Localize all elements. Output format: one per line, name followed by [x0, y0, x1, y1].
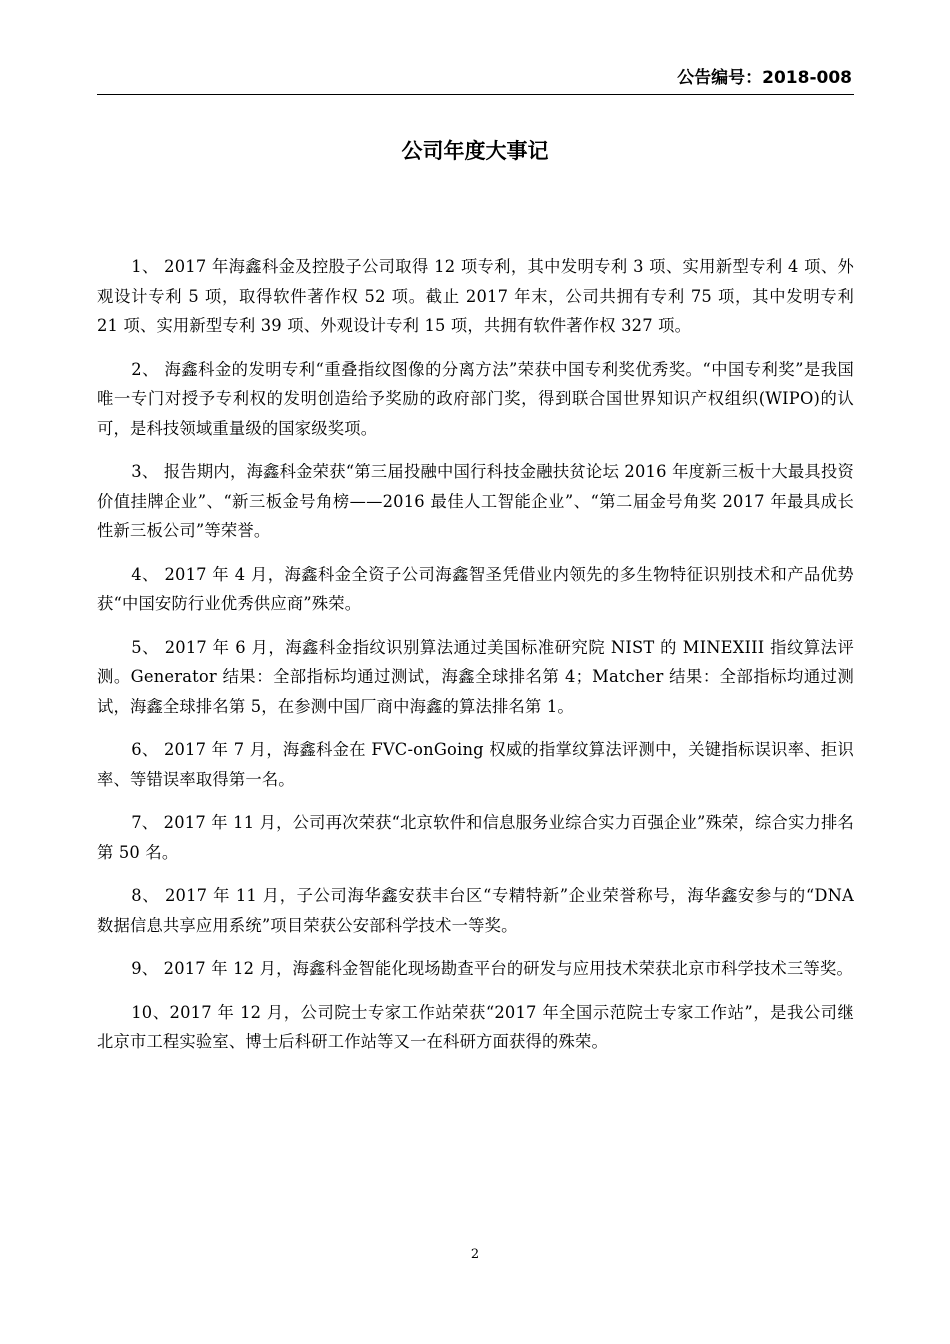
event-item-10: 10、2017 年 12 月，公司院士专家工作站荣获“2017 年全国示范院士专家工作站”，是我公司继北京市工程实验室、博士后科研工作站等又一在科研方面获得的殊荣。: [97, 1002, 854, 1051]
event-item-1: 1、 2017 年海鑫科金及控股子公司取得 12 项专利，其中发明专利 3 项、实用新型专利 4 项、外观设计专利 5 项，取得软件著作权 52 项。截止 2017 年末，公司共拥有专利 75 项，其中发明专利 21 项、实用新型专利 39 项、外观设计专利 15 项，共拥有软件著作权 327 项。: [97, 257, 854, 335]
event-item-2: 2、 海鑫科金的发明专利“重叠指纹图像的分离方法”荣获中国专利奖优秀奖。“中国专利奖”是我国唯一专门对授予专利权的发明创造给予奖励的政府部门奖，得到联合国世界知识产权组织(WIPO)的认可，是科技领域重量级的国家级奖项。: [97, 359, 854, 438]
page-number: 2: [470, 1247, 480, 1262]
page-title: 公司年度大事记: [401, 139, 549, 163]
event-item-8: 8、 2017 年 11 月，子公司海华鑫安获丰台区“专精特新”企业荣誉称号，海华鑫安参与的“DNA 数据信息共享应用系统”项目荣获公安部科学技术一等奖。: [97, 886, 854, 935]
announcement-number: 公告编号：2018-008: [677, 68, 852, 88]
event-list: [97, 252, 854, 1071]
event-item-6: 6、 2017 年 7 月，海鑫科金在 FVC-onGoing 权威的指掌纹算法评测中，关键指标误识率、拒识率、等错误率取得第一名。: [97, 740, 854, 789]
event-item-5: 5、 2017 年 6 月，海鑫科金指纹识别算法通过美国标准研究院 NIST 的 MINEXIII 指纹算法评测。Generator 结果：全部指标均通过测试，海鑫全球排名第 4；Matcher 结果：全部指标均通过测试，海鑫全球排名第 5，在参测中国厂商中海鑫的算法排名第 1。: [97, 637, 854, 716]
event-item-9: 9、 2017 年 12 月，海鑫科金智能化现场勘查平台的研发与应用技术荣获北京市科学技术三等奖。: [131, 959, 853, 978]
event-item-4: 4、 2017 年 4 月，海鑫科金全资子公司海鑫智圣凭借业内领先的多生物特征识别技术和产品优势获“中国安防行业优秀供应商”殊荣。: [97, 564, 854, 613]
page-header: [97, 66, 854, 95]
event-item-3: 3、 报告期内，海鑫科金荣获“第三届投融中国行科技金融扶贫论坛 2016 年度新三板十大最具投资价值挂牌企业”、“新三板金号角榜——2016 最佳人工智能企业”、“第二届金号角奖 2017 年最具成长性新三板公司”等荣誉。: [97, 462, 854, 540]
event-item-7: 7、 2017 年 11 月，公司再次荣获“北京软件和信息服务业综合实力百强企业”殊荣，综合实力排名第 50 名。: [97, 813, 854, 862]
